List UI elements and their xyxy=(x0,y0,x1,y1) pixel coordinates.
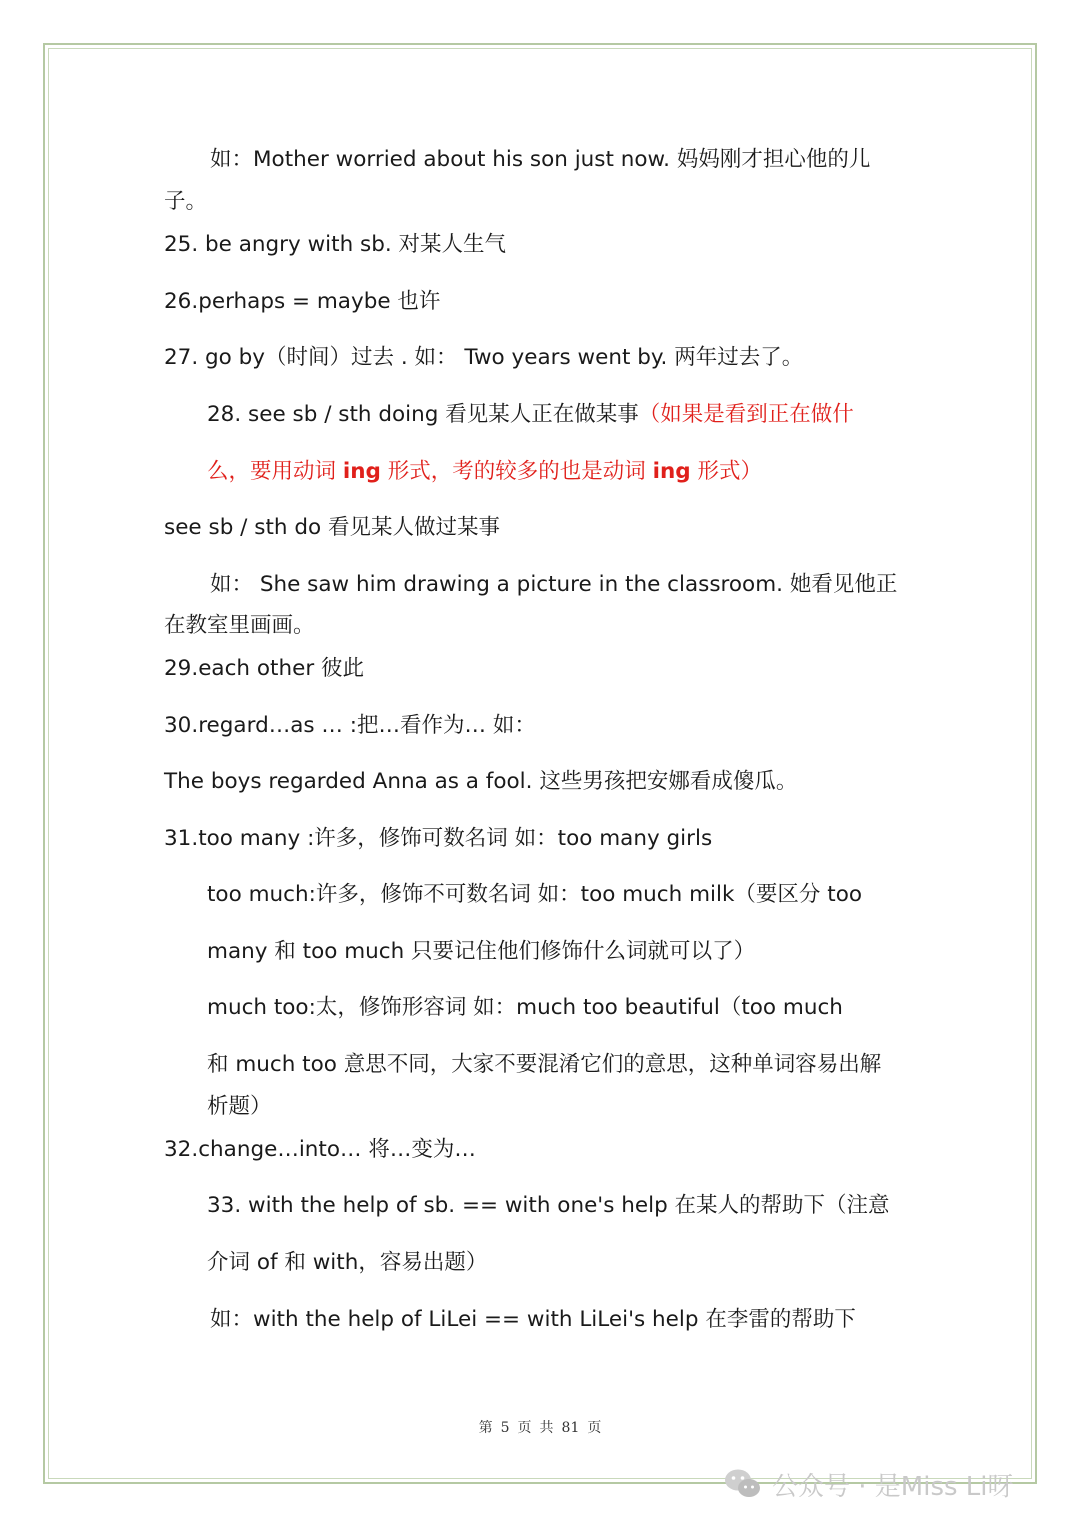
note-part-a: 么，要用动词 xyxy=(207,459,343,484)
item-28 xyxy=(207,401,854,429)
item-28-do: see sb / sth do 看见某人做过某事 xyxy=(164,515,500,540)
item-33-cont: 介词 of 和 with，容易出题） xyxy=(207,1250,488,1275)
footer-di: 第 xyxy=(478,1420,493,1436)
footer-page-number: 5 xyxy=(500,1420,510,1436)
item-26: 26.perhaps = maybe 也许 xyxy=(164,289,441,314)
item-30: 30.regard…as … :把…看作为… 如： xyxy=(164,713,536,738)
item-31-much-too-cont: 和 much too 意思不同，大家不要混淆它们的意思，这种单词容易出解 xyxy=(207,1052,882,1077)
item-31-too-much-cont: many 和 too much 只要记住他们修饰什么词就可以了） xyxy=(207,939,756,964)
item-31-much-too: much too:太，修饰形容词 如：much too beautiful（too much xyxy=(207,995,843,1020)
example-line-drawing: 如： She saw him drawing a picture in the classroom. 她看见他正 xyxy=(210,572,898,597)
footer-ye-end: 页 xyxy=(587,1420,602,1436)
page-footer xyxy=(0,1417,1080,1437)
item-29: 29.each other 彼此 xyxy=(164,656,364,681)
item-28-note: （如果是看到正在做什 xyxy=(638,402,854,427)
example-line-mother-cont: 子。 xyxy=(164,189,208,214)
item-33: 33. with the help of sb. == with one's help 在某人的帮助下（注意 xyxy=(207,1193,890,1218)
note-ing-1: ing xyxy=(342,459,381,484)
footer-ye: 页 xyxy=(517,1420,532,1436)
example-line-mother: 如：Mother worried about his son just now. 妈妈刚才担心他的儿 xyxy=(210,147,871,172)
note-part-e: 形式） xyxy=(690,459,763,484)
watermark xyxy=(724,1464,1014,1504)
note-part-c: 形式，考的较多的也是动词 xyxy=(380,459,653,484)
watermark-text: 公众号 · 是Miss Li呀 xyxy=(772,1471,1014,1502)
example-line-anna: The boys regarded Anna as a fool. 这些男孩把安娜看成傻瓜。 xyxy=(164,769,798,794)
footer-total-pages: 81 xyxy=(561,1420,580,1436)
item-28-note-cont xyxy=(207,458,762,486)
footer-gong: 共 xyxy=(539,1420,554,1436)
item-25: 25. be angry with sb. 对某人生气 xyxy=(164,232,507,257)
item-31: 31.too many :许多，修饰可数名词 如：too many girls xyxy=(164,826,713,851)
page-border-inner xyxy=(48,48,1032,1479)
item-31-much-too-cont2: 析题） xyxy=(207,1094,272,1119)
wechat-icon xyxy=(724,1468,762,1500)
item-28-text: 28. see sb / sth doing 看见某人正在做某事 xyxy=(207,402,639,427)
example-line-lilei: 如：with the help of LiLei == with LiLei's help 在李雷的帮助下 xyxy=(210,1307,856,1332)
note-ing-2: ing xyxy=(652,459,691,484)
item-31-too-much: too much:许多，修饰不可数名词 如：too much milk（要区分 too xyxy=(207,882,863,907)
example-line-drawing-cont: 在教室里画画。 xyxy=(164,613,315,638)
item-32: 32.change…into… 将…变为… xyxy=(164,1137,476,1162)
item-27: 27. go by（时间）过去 . 如： Two years went by. 两年过去了。 xyxy=(164,345,804,370)
